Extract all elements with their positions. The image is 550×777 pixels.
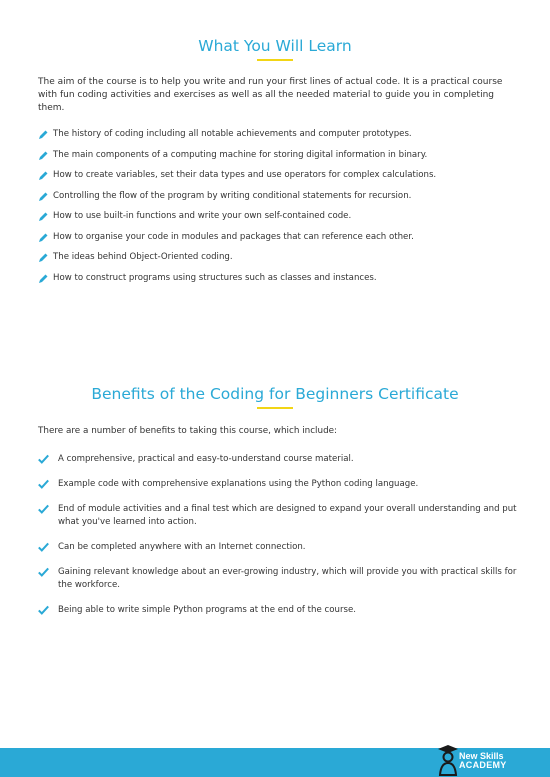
learn-title-underline [257,59,293,61]
list-item [38,503,518,529]
list-item-text: How to use built-in functions and write your own self-contained code. [53,211,352,221]
list-item-text: How to create variables, set their data types and use operators for complex calculations. [53,170,437,180]
list-item [38,541,518,554]
list-item-text: Can be completed anywhere with an Internet connection. [58,542,306,552]
list-item-text: A comprehensive, practical and easy-to-understand course material. [58,454,354,464]
list-item [38,566,518,592]
list-item-text: The history of coding including all notable achievements and computer prototypes. [53,129,412,139]
check-icon [38,605,49,615]
benefits-title-underline [257,407,293,409]
list-item-text: Controlling the flow of the program by writing conditional statements for recursion. [53,190,412,201]
list-item [38,150,518,171]
list-item [38,129,518,150]
graduate-icon [437,744,459,776]
list-item [38,273,518,294]
benefits-section-title: Benefits of the Coding for Beginners Certificate [91,385,459,403]
list-item [38,191,518,212]
pen-icon [38,233,48,243]
list-item [38,453,518,466]
list-item-text: The main components of a computing machine for storing digital information in binary. [53,149,428,160]
pen-icon [38,192,48,202]
academy-logo [437,742,512,777]
check-icon [38,542,49,552]
check-icon [38,479,49,489]
list-item-text: How to construct programs using structures such as classes and instances. [53,272,377,283]
pen-icon [38,212,48,222]
benefits-intro-text: There are a number of benefits to taking this course, which include: [38,426,338,436]
list-item-text: Gaining relevant knowledge about an ever-growing industry, which will provide you with practical skills for the workforce. [58,567,517,590]
pen-icon [38,151,48,161]
learn-intro-text: The aim of the course is to help you write and run your first lines of actual code. It is a practical course with fun coding activities and exercises as well as all the needed material to guide you in completing them. [38,77,503,113]
pen-icon [38,171,48,181]
list-item-text: Example code with comprehensive explanations using the Python coding language. [58,479,419,489]
check-icon [38,567,49,577]
benefits-list [38,453,518,617]
logo-text-line2: ACADEMY [459,760,507,770]
list-item [38,604,518,617]
list-item-text: The ideas behind Object-Oriented coding. [53,252,233,262]
list-item [38,211,518,232]
list-item [38,252,518,273]
logo-text-line1: New Skills [459,751,504,761]
list-item [38,478,518,491]
list-item [38,170,518,191]
list-item-text: End of module activities and a final test which are designed to expand your overall understanding and put what you've learned into action. [58,504,517,527]
learn-list [38,129,518,293]
learn-section-title: What You Will Learn [198,37,352,55]
pen-icon [38,274,48,284]
list-item [38,232,518,253]
list-item-text: Being able to write simple Python programs at the end of the course. [58,605,356,615]
pen-icon [38,130,48,140]
pen-icon [38,253,48,263]
check-icon [38,504,49,514]
list-item-text: How to organise your code in modules and packages that can reference each other. [53,231,414,242]
check-icon [38,454,49,464]
